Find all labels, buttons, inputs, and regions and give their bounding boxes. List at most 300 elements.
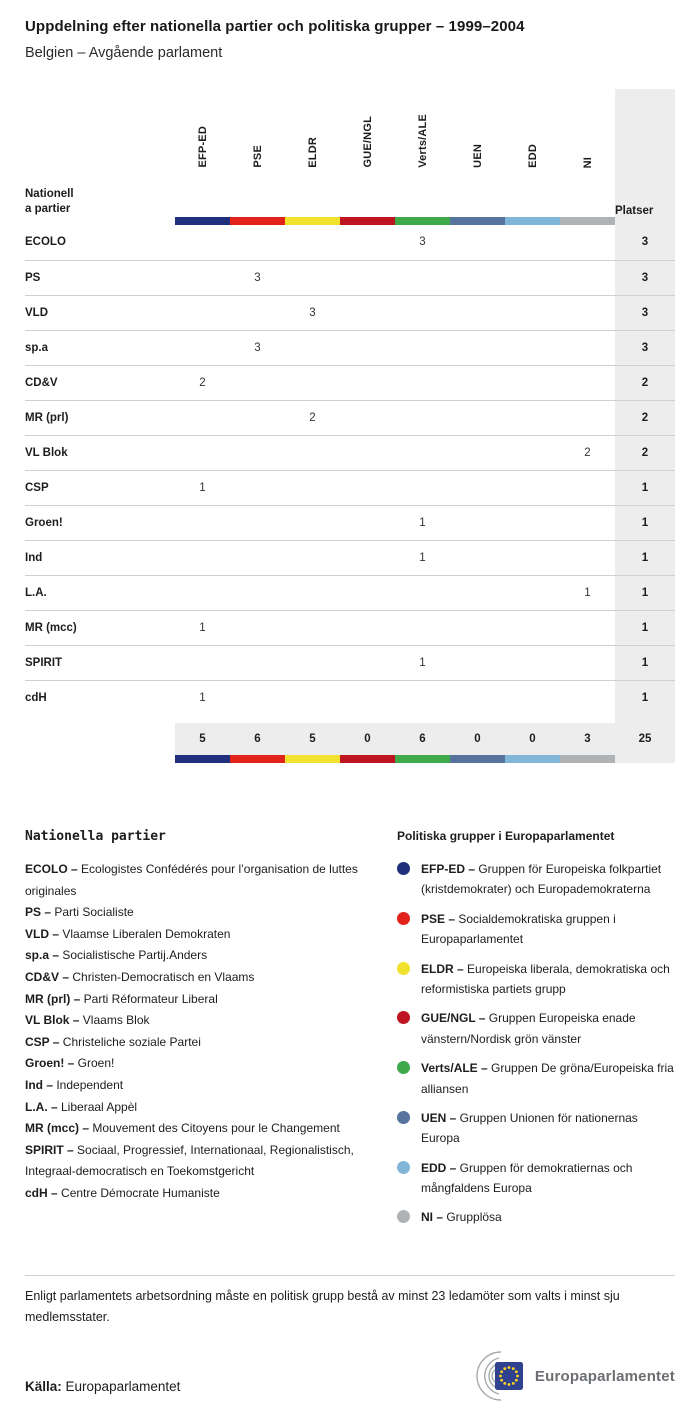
group-abbr: EDD – [421, 1160, 457, 1175]
group-legend-item [397, 1058, 675, 1099]
national-parties-heading: Nationella partier [25, 829, 166, 844]
seat-count-cell [285, 225, 340, 260]
group-color-bar [285, 217, 340, 225]
seat-count-cell: 2 [175, 365, 230, 400]
group-total: 6 [230, 723, 285, 755]
party-legend-item [25, 902, 387, 924]
party-description: Vlaamse Liberalen Demokraten [59, 926, 231, 941]
seat-count-cell [560, 540, 615, 575]
seat-count-cell [230, 575, 285, 610]
group-color-bar [505, 217, 560, 225]
seat-count-cell [285, 540, 340, 575]
party-abbr: sp.a – [25, 948, 60, 963]
group-abbr: NI – [421, 1210, 444, 1225]
party-row [25, 295, 675, 330]
legends-section [25, 829, 675, 1237]
seat-count-cell: 1 [395, 540, 450, 575]
seat-count-cell: 3 [419, 236, 426, 249]
party-row [25, 505, 675, 540]
seat-count-cell [340, 365, 395, 400]
party-abbr: PS – [25, 905, 52, 920]
party-name: Ind [25, 540, 175, 575]
group-legend-item [397, 1207, 675, 1227]
group-color-bar [450, 755, 505, 763]
seat-count-cell: 3 [230, 330, 285, 365]
seat-count-cell [395, 400, 450, 435]
group-color-dot [397, 1161, 410, 1174]
group-total: 6 [395, 723, 450, 755]
group-description: Socialdemokratiska gruppen i Europaparlamentet [421, 911, 616, 947]
party-total-seats: 2 [615, 435, 675, 470]
group-column-label: PSE [251, 145, 264, 168]
group-abbr: ELDR – [421, 961, 464, 976]
party-legend-item [25, 859, 387, 902]
group-color-bar [340, 755, 395, 763]
party-total-seats: 1 [615, 505, 675, 540]
seat-count-cell [560, 225, 615, 260]
seat-count-cell [395, 330, 450, 365]
bottom-color-bar-row [25, 755, 675, 763]
row-axis-label-line2: a partier [25, 203, 71, 215]
group-color-bar [230, 755, 285, 763]
group-abbr: Verts/ALE – [421, 1061, 488, 1076]
seat-count-cell [340, 435, 395, 470]
seat-count-cell [175, 540, 230, 575]
row-axis-label [25, 89, 175, 217]
seat-count-cell [395, 260, 450, 295]
seat-count-cell: 1 [395, 505, 450, 540]
party-legend-list [25, 859, 387, 1205]
seat-count-cell [285, 645, 340, 680]
group-color-dot [397, 1011, 410, 1024]
group-column-label: EFP-ED [196, 126, 209, 168]
seat-count-cell: 3 [285, 295, 340, 330]
seat-count-cell [560, 330, 615, 365]
ep-logo-text: Europaparlamentet [534, 1367, 675, 1385]
group-legend-list [397, 859, 675, 1228]
seat-count-cell [505, 610, 560, 645]
party-abbr: SPIRIT – [25, 1142, 74, 1157]
party-abbr: MR (mcc) – [25, 1121, 90, 1136]
seat-count-cell [560, 470, 615, 505]
party-legend-item [25, 945, 387, 967]
party-row [25, 225, 675, 260]
seat-count-cell: 1 [175, 610, 230, 645]
party-name: L.A. [25, 575, 175, 610]
seat-count-cell [340, 400, 395, 435]
party-abbr: VLD – [25, 926, 60, 941]
party-total-seats: 3 [615, 330, 675, 365]
party-row [25, 330, 675, 365]
seat-count-cell [395, 680, 450, 715]
party-row [25, 365, 675, 400]
group-description: Gruppen Europeiska enade vänstern/Nordisk grön vänster [421, 1011, 636, 1046]
party-description: Christeliche soziale Partei [59, 1034, 201, 1049]
seat-count-cell [285, 260, 340, 295]
party-total-seats: 2 [615, 365, 675, 400]
group-column-header-efp-ed [175, 89, 230, 217]
party-description: Parti Réformateur Liberal [80, 991, 218, 1006]
party-abbr: MR (prl) – [25, 991, 81, 1006]
divider [25, 1275, 675, 1276]
legend-national-parties [25, 829, 387, 1237]
group-column-header-edd [505, 89, 560, 217]
party-name: Groen! [25, 505, 175, 540]
seat-count-cell [450, 645, 505, 680]
group-legend-item [397, 1158, 675, 1199]
seat-count-cell: 1 [175, 680, 230, 715]
seat-count-cell: 2 [560, 435, 615, 470]
group-column-label: EDD [526, 144, 539, 168]
page-subtitle: Belgien – Avgående parlament [25, 45, 223, 61]
group-legend-item [397, 1108, 675, 1149]
seat-count-cell [340, 505, 395, 540]
seat-count-cell [175, 225, 230, 260]
seat-count-cell [450, 365, 505, 400]
seat-count-cell [340, 330, 395, 365]
grand-total-seats: 25 [615, 723, 675, 755]
seat-count-cell [340, 470, 395, 505]
group-legend-text [421, 959, 675, 1000]
group-legend-item [397, 909, 675, 950]
party-name: MR (mcc) [25, 610, 175, 645]
party-description: Groen! [74, 1056, 115, 1071]
party-description: Christen-Democratisch en Vlaams [69, 969, 255, 984]
party-abbr: ECOLO – [25, 862, 78, 876]
seat-count-cell [175, 505, 230, 540]
party-row [25, 400, 675, 435]
seat-count-cell: 3 [230, 260, 285, 295]
group-description: Europeiska liberala, demokratiska och reformistiska partiets grupp [421, 961, 670, 996]
seat-count-cell [175, 400, 230, 435]
party-row [25, 645, 675, 680]
seat-count-cell [285, 330, 340, 365]
seat-count-cell [175, 435, 230, 470]
group-color-dot [397, 962, 410, 975]
political-groups-heading: Politiska grupper i Europaparlamentet [397, 829, 615, 843]
seat-count-cell: 1 [175, 470, 230, 505]
seat-count-cell [340, 540, 395, 575]
seat-count-cell [285, 505, 340, 540]
group-color-bar [230, 217, 285, 225]
group-description: Grupplösa [443, 1210, 502, 1225]
seat-count-cell [505, 365, 560, 400]
legend-political-groups [397, 829, 675, 1237]
group-legend-text [421, 1207, 502, 1227]
seat-count-cell [505, 435, 560, 470]
group-total: 5 [285, 723, 340, 755]
group-description: Gruppen för demokratiernas och mångfaldens Europa [421, 1160, 633, 1196]
seat-count-cell [230, 225, 285, 260]
group-legend-item [397, 1008, 675, 1049]
group-total: 3 [560, 723, 615, 755]
party-abbr: L.A. – [25, 1099, 58, 1114]
seat-count-cell [230, 470, 285, 505]
party-total-seats: 1 [615, 680, 675, 715]
group-legend-item [397, 859, 675, 900]
party-legend-item [25, 1118, 387, 1140]
party-legend-item [25, 1075, 387, 1097]
seats-column-header: Platser [615, 89, 675, 217]
seat-count-cell [175, 260, 230, 295]
seat-count-cell [450, 505, 505, 540]
seat-count-cell [505, 645, 560, 680]
seat-count-cell [340, 680, 395, 715]
group-color-bar [560, 755, 615, 763]
party-abbr: cdH – [25, 1185, 58, 1200]
seat-count-cell [230, 540, 285, 575]
group-color-bar [175, 755, 230, 763]
group-abbr: EFP-ED – [421, 862, 476, 876]
group-total: 0 [340, 723, 395, 755]
party-name: VLD [25, 295, 175, 330]
group-total: 0 [505, 723, 560, 755]
seat-count-cell [395, 365, 450, 400]
group-color-bar [560, 217, 615, 225]
seat-count-cell [560, 680, 615, 715]
party-row [25, 435, 675, 470]
seat-count-cell [395, 610, 450, 645]
row-axis-label-line1: Nationell [25, 188, 74, 200]
seat-count-cell [285, 680, 340, 715]
party-row [25, 260, 675, 295]
seat-count-cell [285, 470, 340, 505]
party-group-table [25, 89, 675, 763]
seat-count-cell [230, 365, 285, 400]
group-total: 5 [175, 723, 230, 755]
party-legend-item [25, 989, 387, 1011]
group-color-bar [395, 217, 450, 225]
seat-count-cell [560, 505, 615, 540]
group-description: Gruppen Unionen för nationernas Europa [421, 1110, 638, 1146]
seat-count-cell [230, 610, 285, 645]
party-description: Sociaal, Progressief, Internationaal, Regionalistisch, Integraal-democratisch en Toekomstgericht [25, 1142, 354, 1179]
seat-count-cell [560, 295, 615, 330]
seat-count-cell [450, 575, 505, 610]
seat-count-cell [395, 435, 450, 470]
party-description: Parti Socialiste [51, 905, 134, 920]
source-label: Källa: [25, 1379, 62, 1395]
party-abbr: CSP – [25, 1034, 60, 1049]
group-legend-text [421, 1058, 675, 1099]
group-column-header-verts-ale [395, 89, 450, 217]
group-legend-text [421, 909, 675, 950]
group-column-label: NI [581, 156, 594, 168]
group-color-dot [397, 1061, 410, 1074]
seat-count-cell [450, 400, 505, 435]
group-color-bar [285, 755, 340, 763]
seat-count-cell [450, 540, 505, 575]
seat-count-cell [560, 260, 615, 295]
seat-count-cell [230, 295, 285, 330]
party-name: MR (prl) [25, 400, 175, 435]
seat-count-cell [285, 435, 340, 470]
seat-count-cell [505, 575, 560, 610]
party-description: Independent [53, 1077, 124, 1092]
seat-count-cell [505, 295, 560, 330]
seat-count-cell [395, 470, 450, 505]
seat-count-cell [450, 330, 505, 365]
seat-count-cell [175, 330, 230, 365]
seat-count-cell [340, 225, 395, 260]
group-column-header-eldr [285, 89, 340, 217]
seat-count-cell [395, 295, 450, 330]
party-name: SPIRIT [25, 645, 175, 680]
seat-count-cell [450, 610, 505, 645]
party-total-seats: 2 [615, 400, 675, 435]
group-legend-text [421, 1158, 675, 1199]
party-legend-item [25, 1010, 387, 1032]
seat-count-cell [395, 575, 450, 610]
group-color-bar [505, 755, 560, 763]
group-color-bar [175, 217, 230, 225]
party-row [25, 610, 675, 645]
party-total-seats: 1 [615, 610, 675, 645]
group-color-dot [397, 1210, 410, 1223]
group-legend-text [421, 1008, 675, 1049]
group-abbr: PSE – [421, 911, 456, 926]
seat-count-cell [450, 260, 505, 295]
party-name: PS [25, 260, 175, 295]
party-description: Socialistische Partij.Anders [59, 948, 208, 963]
party-total-seats: 1 [615, 575, 675, 610]
totals-row [25, 723, 675, 755]
party-description: Liberaal Appèl [57, 1099, 138, 1114]
seat-count-cell [505, 260, 560, 295]
party-abbr: VL Blok – [25, 1013, 80, 1028]
seat-count-cell [505, 400, 560, 435]
party-name: sp.a [25, 330, 175, 365]
party-row [25, 470, 675, 505]
seat-count-cell [560, 610, 615, 645]
seat-count-cell [505, 505, 560, 540]
party-total-seats: 3 [615, 260, 675, 295]
party-total-seats: 3 [615, 225, 675, 260]
party-abbr: Ind – [25, 1077, 54, 1092]
group-color-dot [397, 912, 410, 925]
party-description: Mouvement des Citoyens pour le Changement [89, 1121, 340, 1136]
seat-count-cell [505, 680, 560, 715]
seat-count-cell: 2 [285, 400, 340, 435]
party-legend-item [25, 967, 387, 989]
seat-count-cell [450, 225, 505, 260]
footnote: Enligt parlamentets arbetsordning måste en politisk grupp bestå av minst 23 ledamöter som valts i minst sju medlemsstater. [25, 1288, 620, 1325]
seat-count-cell [230, 435, 285, 470]
group-abbr: GUE/NGL – [421, 1011, 486, 1026]
party-legend-item [25, 1032, 387, 1054]
party-legend-item [25, 1053, 387, 1075]
group-color-bar [340, 217, 395, 225]
party-row [25, 680, 675, 715]
seat-count-cell [560, 365, 615, 400]
party-legend-item [25, 1140, 387, 1183]
seat-count-cell [175, 295, 230, 330]
seat-count-cell [560, 400, 615, 435]
seat-count-cell [340, 295, 395, 330]
party-description: Centre Démocrate Humaniste [57, 1185, 220, 1200]
group-column-header-uen [450, 89, 505, 217]
seat-count-cell [450, 470, 505, 505]
group-color-bar [450, 217, 505, 225]
seat-count-cell [505, 470, 560, 505]
group-column-label: Verts/ALE [416, 114, 429, 168]
group-column-header-ni [560, 89, 615, 217]
party-name: CD&V [25, 365, 175, 400]
seat-count-cell [340, 260, 395, 295]
seat-count-cell [450, 295, 505, 330]
party-name: cdH [25, 680, 175, 715]
party-name: ECOLO [25, 236, 66, 249]
group-column-label: UEN [471, 144, 484, 168]
source-line [25, 1379, 180, 1402]
european-parliament-logo-icon [454, 1350, 528, 1402]
group-legend-text [421, 1108, 675, 1149]
group-total: 0 [450, 723, 505, 755]
party-legend-item [25, 1183, 387, 1205]
group-column-header-gue-ngl [340, 89, 395, 217]
seat-count-cell [230, 645, 285, 680]
group-color-dot [397, 1111, 410, 1124]
party-legend-item [25, 924, 387, 946]
seat-count-cell [230, 505, 285, 540]
party-name: VL Blok [25, 435, 175, 470]
seat-count-cell [340, 575, 395, 610]
group-abbr: UEN – [421, 1110, 457, 1125]
top-color-bar-row [25, 217, 675, 225]
group-legend-item [397, 959, 675, 1000]
party-name: CSP [25, 470, 175, 505]
seat-count-cell [450, 680, 505, 715]
page-title: Uppdelning efter nationella partier och politiska grupper – 1999–2004 [25, 18, 525, 35]
party-total-seats: 1 [615, 645, 675, 680]
footer [25, 1350, 675, 1402]
seat-count-cell [285, 610, 340, 645]
party-total-seats: 1 [615, 540, 675, 575]
seat-count-cell [230, 400, 285, 435]
party-row [25, 540, 675, 575]
group-column-header-pse [230, 89, 285, 217]
group-legend-text [421, 859, 675, 900]
group-column-label: GUE/NGL [361, 116, 374, 168]
party-description: Ecologistes Confédérés pour l’organisation de luttes originales [25, 862, 358, 898]
group-color-dot [397, 862, 410, 875]
seat-count-cell [175, 575, 230, 610]
ep-logo [454, 1350, 675, 1402]
party-abbr: Groen! – [25, 1056, 75, 1071]
seat-count-cell [450, 435, 505, 470]
seat-count-cell [175, 645, 230, 680]
table-header-row [25, 89, 675, 217]
seat-count-cell [285, 575, 340, 610]
seat-count-cell [285, 365, 340, 400]
party-legend-item [25, 1097, 387, 1119]
group-column-label: ELDR [306, 137, 319, 168]
party-total-seats: 3 [615, 295, 675, 330]
group-color-bar [395, 755, 450, 763]
seat-count-cell [340, 645, 395, 680]
seat-count-cell [505, 330, 560, 365]
party-description: Vlaams Blok [79, 1013, 150, 1028]
seat-count-cell [560, 645, 615, 680]
seat-count-cell: 1 [395, 645, 450, 680]
seat-count-cell [505, 225, 560, 260]
group-description: Gruppen för Europeiska folkpartiet (kristdemokrater) och Europademokraterna [421, 862, 662, 897]
seat-count-cell [340, 610, 395, 645]
seat-count-cell [505, 540, 560, 575]
seat-count-cell [230, 680, 285, 715]
source-text: Europaparlamentet [65, 1379, 181, 1395]
party-total-seats: 1 [615, 470, 675, 505]
